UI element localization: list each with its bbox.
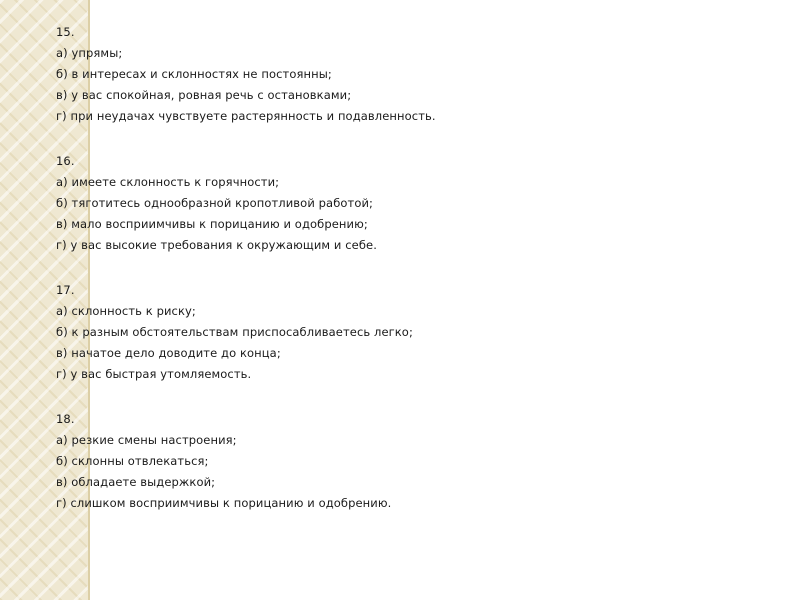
option-b: б) склонны отвлекаться;: [56, 454, 209, 468]
question-17: [56, 280, 776, 385]
question-number: 17.: [56, 283, 75, 297]
option-b: б) тяготитесь однообразной кропотливой работой;: [56, 196, 374, 210]
question-number: 15.: [56, 25, 75, 39]
option-a: а) упрямы;: [56, 46, 123, 60]
option-a: а) имеете склонность к горячности;: [56, 175, 280, 189]
question-number: 18.: [56, 412, 75, 426]
option-b: б) к разным обстоятельствам приспосабливаетесь легко;: [56, 325, 413, 339]
option-v: в) у вас спокойная, ровная речь с остановками;: [56, 88, 352, 102]
option-v: в) начатое дело доводите до конца;: [56, 346, 281, 360]
option-v: в) обладаете выдержкой;: [56, 475, 216, 489]
option-b: б) в интересах и склонностях не постоянны;: [56, 67, 332, 81]
option-a: а) склонность к риску;: [56, 304, 196, 318]
question-16: [56, 151, 776, 256]
option-g: г) у вас быстрая утомляемость.: [56, 367, 252, 381]
option-v: в) мало восприимчивы к порицанию и одобрению;: [56, 217, 368, 231]
option-g: г) слишком восприимчивы к порицанию и одобрению.: [56, 496, 392, 510]
option-g: г) у вас высокие требования к окружающим и себе.: [56, 238, 377, 252]
questionnaire-text: [56, 22, 776, 538]
question-18: [56, 409, 776, 514]
option-a: а) резкие смены настроения;: [56, 433, 237, 447]
question-number: 16.: [56, 154, 75, 168]
option-g: г) при неудачах чувствуете растерянность и подавленность.: [56, 109, 436, 123]
question-15: [56, 22, 776, 127]
